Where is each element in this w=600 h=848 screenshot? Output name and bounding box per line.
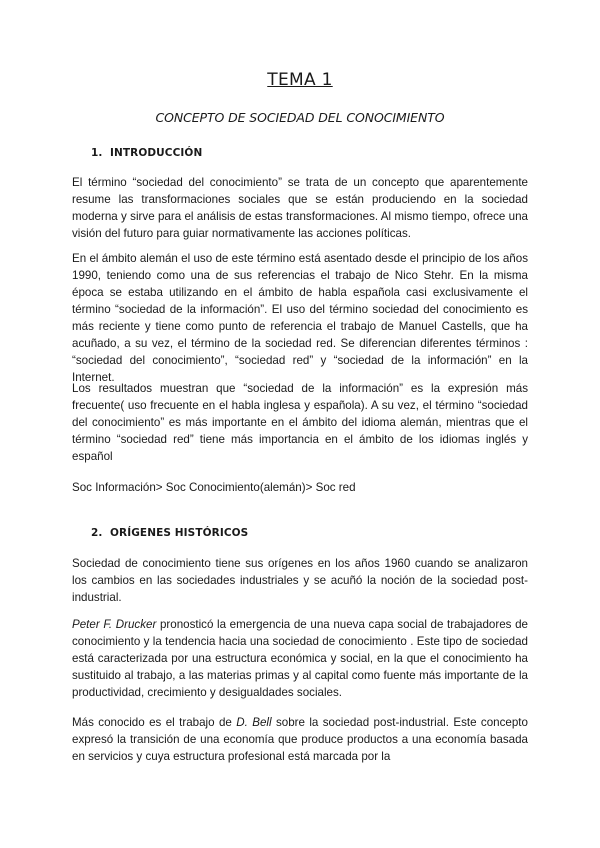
- origins-paragraph-3-start: Más conocido es el trabajo de: [72, 716, 237, 729]
- section-1-title: INTRODUCCIÓN: [110, 147, 203, 159]
- section-2-heading: [91, 527, 248, 539]
- origins-paragraph-2-text: pronosticó la emergencia de una nueva capa social de trabajadores de conocimiento y la tendencia hacia una sociedad de conocimiento . Este tipo de sociedad está caracterizada por una estructura económica y social, en la que el conocimiento ha sustituido al trabajo, a las materias primas y al capital como fuente más importante de la productividad, crecimiento y desigualdades sociales.: [72, 618, 528, 699]
- origins-paragraph-3: [72, 714, 528, 765]
- document-subtitle: CONCEPTO DE SOCIEDAD DEL CONOCIMIENTO: [155, 110, 445, 125]
- origins-paragraph-1: Sociedad de conocimiento tiene sus orígenes en los años 1960 cuando se analizaron los cambios en las sociedades industriales y se acuñó la noción de la sociedad post-industrial.: [72, 557, 528, 604]
- section-2-number: 2.: [91, 527, 103, 539]
- author-bell: D. Bell: [236, 716, 272, 729]
- section-2-title: ORÍGENES HISTÓRICOS: [110, 527, 249, 539]
- intro-paragraph-3: Los resultados muestran que “sociedad de la información” es la expresión más frecuente( uso frecuente en el habla inglesa y española). A su vez, el término “sociedad del conocimiento” es más importante en el ámbito del idioma alemán, mientras que el término “sociedad red” tiene más importancia en el ámbito de los idiomas inglés y español: [72, 382, 528, 463]
- origins-paragraph-3-end: sobre la sociedad post-industrial. Este concepto expresó la transición de una economía que produce productos a una economía basada en servicios y cuya estructura profesional está marcada por la: [72, 716, 528, 763]
- document-title: TEMA 1: [267, 70, 333, 90]
- section-1-number: 1.: [91, 147, 103, 159]
- intro-paragraph-1: El término “sociedad del conocimiento” se trata de un concepto que aparentemente resume las transformaciones sociales que se están produciendo en la sociedad moderna y sirve para el análisis de estas transformaciones. Al mismo tiempo, ofrece una visión del futuro para guiar normativamente las acciones políticas.: [72, 176, 528, 240]
- intro-paragraph-2: En el ámbito alemán el uso de este término está asentado desde el principio de los años 1990, teniendo como una de sus referencias el trabajo de Nico Stehr. En la misma época se estaba utilizando en el ámbito de habla española casi exclusivamente el término “sociedad de la información”. El uso del término sociedad del conocimiento es más reciente y tiene como punto de referencia el trabajo de Manuel Castells, que ha acuñado, a su vez, el término de la sociedad red. Se diferencian diferentes términos : “sociedad del conocimiento”, “sociedad red” y “sociedad de la información” en la Internet.: [72, 252, 528, 384]
- author-drucker: Peter F. Drucker: [72, 618, 157, 631]
- summary-line: Soc Información> Soc Conocimiento(alemán)> Soc red: [72, 481, 356, 494]
- section-1-heading: [91, 147, 202, 159]
- origins-paragraph-2: [72, 616, 528, 701]
